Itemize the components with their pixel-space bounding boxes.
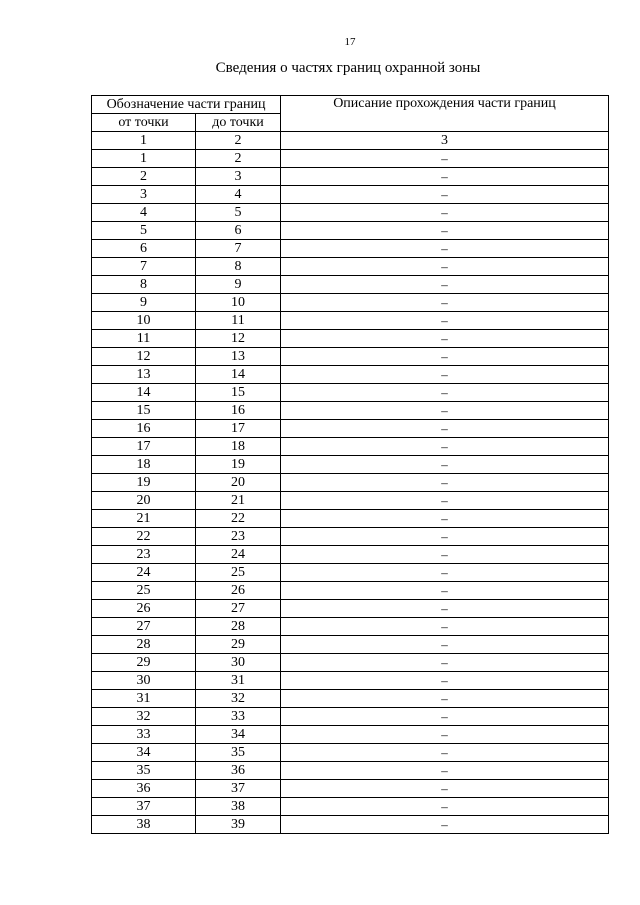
cell-description: – (281, 222, 609, 240)
table-row (92, 510, 609, 528)
cell-to-point: 39 (196, 816, 281, 834)
cell-to-point: 18 (196, 438, 281, 456)
cell-description: – (281, 438, 609, 456)
cell-from-point: 35 (92, 762, 196, 780)
cell-to-point: 10 (196, 294, 281, 312)
cell-description: – (281, 744, 609, 762)
cell-from-point: 11 (92, 330, 196, 348)
cell-to-point: 13 (196, 348, 281, 366)
cell-to-point: 6 (196, 222, 281, 240)
table-row (92, 636, 609, 654)
table-row (92, 780, 609, 798)
cell-from-point: 5 (92, 222, 196, 240)
cell-description: – (281, 330, 609, 348)
cell-from-point: 27 (92, 618, 196, 636)
cell-description: – (281, 654, 609, 672)
cell-to-point: 19 (196, 456, 281, 474)
cell-to-point: 29 (196, 636, 281, 654)
cell-to-point: 22 (196, 510, 281, 528)
cell-from-point: 2 (92, 168, 196, 186)
table-row (92, 492, 609, 510)
table-row (92, 348, 609, 366)
table-row (92, 330, 609, 348)
cell-description: – (281, 708, 609, 726)
cell-from-point: 33 (92, 726, 196, 744)
cell-description: – (281, 528, 609, 546)
cell-to-point: 11 (196, 312, 281, 330)
header-to-point: до точки (196, 114, 281, 132)
cell-to-point: 2 (196, 150, 281, 168)
cell-to-point: 8 (196, 258, 281, 276)
header-boundary-designation: Обозначение части границ (92, 96, 281, 114)
table-row (92, 708, 609, 726)
table-row (92, 438, 609, 456)
cell-to-point: 27 (196, 600, 281, 618)
table-row (92, 690, 609, 708)
table-row (92, 186, 609, 204)
cell-description: – (281, 726, 609, 744)
table-row (92, 366, 609, 384)
cell-from-point: 34 (92, 744, 196, 762)
table-row (92, 312, 609, 330)
cell-description: – (281, 618, 609, 636)
boundary-parts-table (91, 95, 609, 834)
cell-from-point: 32 (92, 708, 196, 726)
cell-to-point: 21 (196, 492, 281, 510)
cell-from-point: 24 (92, 564, 196, 582)
table-row (92, 276, 609, 294)
table-row (92, 618, 609, 636)
cell-from-point: 30 (92, 672, 196, 690)
cell-description: – (281, 600, 609, 618)
cell-description: – (281, 492, 609, 510)
table-row (92, 672, 609, 690)
cell-to-point: 32 (196, 690, 281, 708)
cell-to-point: 9 (196, 276, 281, 294)
table-row (92, 384, 609, 402)
cell-from-point: 6 (92, 240, 196, 258)
header-description: Описание прохождения части границ (281, 96, 609, 132)
cell-to-point: 36 (196, 762, 281, 780)
cell-from-point: 25 (92, 582, 196, 600)
table-row (92, 168, 609, 186)
table-row (92, 150, 609, 168)
column-number-2: 2 (196, 132, 281, 150)
cell-from-point: 7 (92, 258, 196, 276)
table-row (92, 744, 609, 762)
column-number-1: 1 (92, 132, 196, 150)
cell-to-point: 14 (196, 366, 281, 384)
cell-from-point: 20 (92, 492, 196, 510)
table-row (92, 456, 609, 474)
cell-from-point: 9 (92, 294, 196, 312)
cell-to-point: 37 (196, 780, 281, 798)
cell-from-point: 29 (92, 654, 196, 672)
cell-description: – (281, 168, 609, 186)
cell-from-point: 36 (92, 780, 196, 798)
cell-from-point: 3 (92, 186, 196, 204)
table-row (92, 402, 609, 420)
cell-to-point: 20 (196, 474, 281, 492)
cell-description: – (281, 420, 609, 438)
cell-description: – (281, 636, 609, 654)
table-row (92, 798, 609, 816)
cell-description: – (281, 582, 609, 600)
table-row (92, 654, 609, 672)
cell-to-point: 26 (196, 582, 281, 600)
cell-to-point: 38 (196, 798, 281, 816)
table-row (92, 582, 609, 600)
cell-from-point: 23 (92, 546, 196, 564)
table-row (92, 528, 609, 546)
cell-description: – (281, 240, 609, 258)
cell-description: – (281, 348, 609, 366)
table-row (92, 204, 609, 222)
table-row (92, 762, 609, 780)
cell-from-point: 22 (92, 528, 196, 546)
cell-from-point: 18 (92, 456, 196, 474)
table-row (92, 240, 609, 258)
cell-description: – (281, 294, 609, 312)
cell-to-point: 23 (196, 528, 281, 546)
table-row (92, 564, 609, 582)
cell-from-point: 16 (92, 420, 196, 438)
table-row (92, 600, 609, 618)
cell-description: – (281, 510, 609, 528)
cell-to-point: 24 (196, 546, 281, 564)
cell-from-point: 31 (92, 690, 196, 708)
cell-from-point: 37 (92, 798, 196, 816)
cell-from-point: 17 (92, 438, 196, 456)
table-row (92, 294, 609, 312)
table-row (92, 420, 609, 438)
cell-description: – (281, 366, 609, 384)
cell-description: – (281, 312, 609, 330)
cell-description: – (281, 276, 609, 294)
page-number: 17 (344, 36, 356, 48)
cell-to-point: 33 (196, 708, 281, 726)
cell-to-point: 16 (196, 402, 281, 420)
cell-to-point: 34 (196, 726, 281, 744)
table-row (92, 258, 609, 276)
cell-description: – (281, 258, 609, 276)
cell-description: – (281, 798, 609, 816)
cell-description: – (281, 384, 609, 402)
table-row (92, 546, 609, 564)
cell-description: – (281, 402, 609, 420)
cell-to-point: 4 (196, 186, 281, 204)
cell-to-point: 5 (196, 204, 281, 222)
cell-from-point: 14 (92, 384, 196, 402)
cell-description: – (281, 456, 609, 474)
cell-from-point: 19 (92, 474, 196, 492)
cell-to-point: 3 (196, 168, 281, 186)
cell-to-point: 28 (196, 618, 281, 636)
cell-from-point: 12 (92, 348, 196, 366)
cell-description: – (281, 816, 609, 834)
cell-description: – (281, 186, 609, 204)
cell-to-point: 25 (196, 564, 281, 582)
cell-from-point: 38 (92, 816, 196, 834)
cell-description: – (281, 474, 609, 492)
header-from-point: от точки (92, 114, 196, 132)
cell-description: – (281, 780, 609, 798)
cell-to-point: 31 (196, 672, 281, 690)
table-row (92, 816, 609, 834)
cell-description: – (281, 672, 609, 690)
cell-to-point: 7 (196, 240, 281, 258)
cell-from-point: 10 (92, 312, 196, 330)
cell-to-point: 12 (196, 330, 281, 348)
document-title: Сведения о частях границ охранной зоны (215, 60, 481, 76)
cell-description: – (281, 546, 609, 564)
table-row (92, 222, 609, 240)
cell-description: – (281, 204, 609, 222)
table-row (92, 726, 609, 744)
cell-description: – (281, 564, 609, 582)
cell-to-point: 15 (196, 384, 281, 402)
cell-from-point: 1 (92, 150, 196, 168)
column-number-3: 3 (281, 132, 609, 150)
cell-from-point: 21 (92, 510, 196, 528)
cell-description: – (281, 150, 609, 168)
cell-from-point: 13 (92, 366, 196, 384)
cell-from-point: 4 (92, 204, 196, 222)
cell-from-point: 26 (92, 600, 196, 618)
table-body (92, 150, 609, 834)
cell-to-point: 17 (196, 420, 281, 438)
cell-from-point: 15 (92, 402, 196, 420)
cell-description: – (281, 690, 609, 708)
cell-description: – (281, 762, 609, 780)
table-row (92, 474, 609, 492)
cell-from-point: 8 (92, 276, 196, 294)
cell-to-point: 35 (196, 744, 281, 762)
cell-from-point: 28 (92, 636, 196, 654)
cell-to-point: 30 (196, 654, 281, 672)
